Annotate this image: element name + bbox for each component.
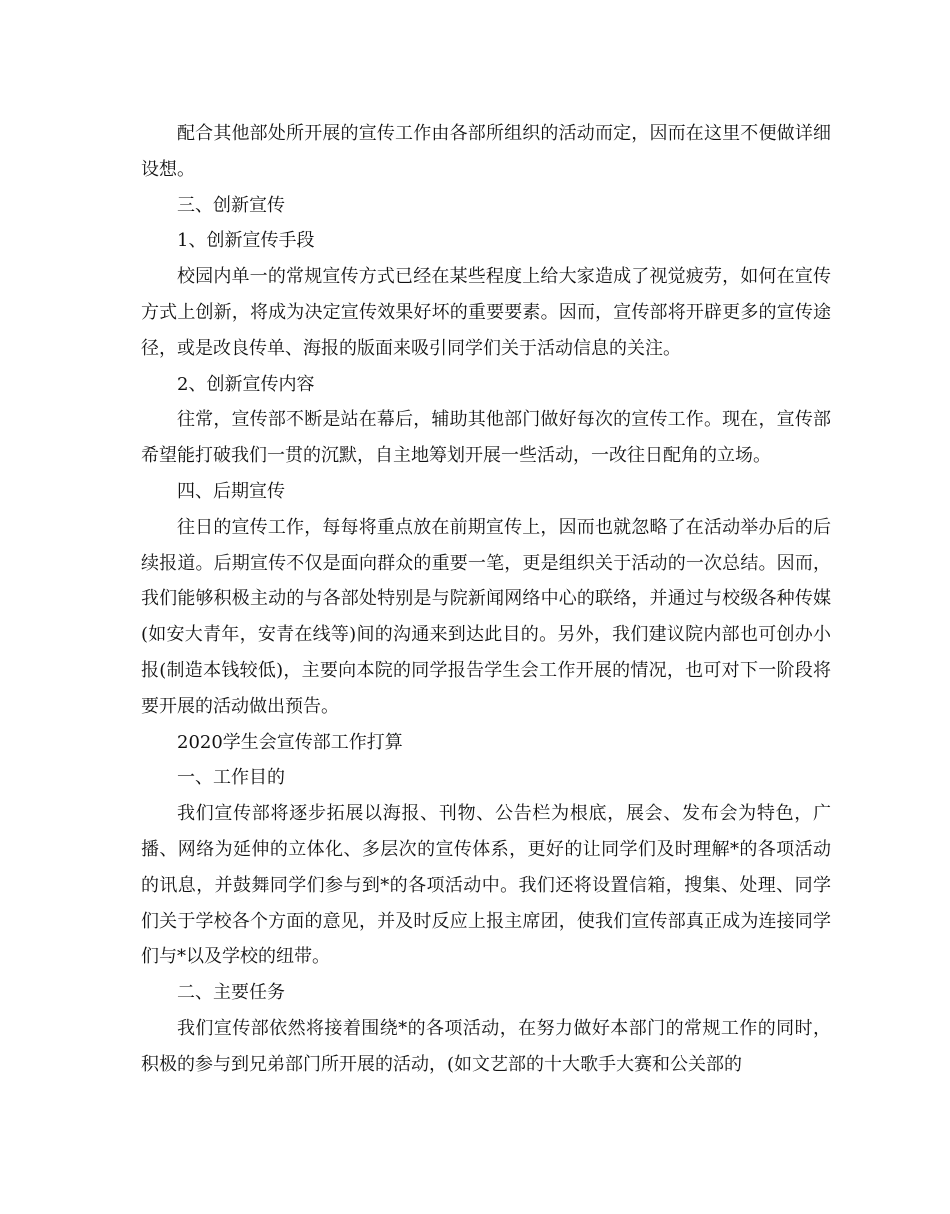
heading-follow-up-publicity: 四、后期宣传 [177,480,285,502]
paragraph-main-tasks: 我们宣传部依然将接着围绕*的各项活动，在努力做好本部门的常规工作的同时，积极的参与到兄弟部门所开展的活动，(如文艺部的十大歌手大赛和公关部的 [141,1017,831,1075]
heading-main-tasks: 二、主要任务 [177,982,285,1004]
paragraph-innovative-means: 校园内单一的常规宣传方式已经在某些程度上给大家造成了视觉疲劳，如何在宣传方式上创新，将成为决定宣传效果好坏的重要要素。因而，宣传部将开辟更多的宣传途径，或是改良传单、海报的版面来吸引同学们关于活动信息的关注。 [141,266,831,359]
heading-innovative-publicity: 三、创新宣传 [177,194,285,216]
subheading-innovative-content: 2、创新宣传内容 [177,373,315,395]
paragraph-publicity-coordination: 配合其他部处所开展的宣传工作由各部所组织的活动而定，因而在这里不便做详细设想。 [141,123,831,180]
heading-work-purpose: 一、工作目的 [177,767,285,789]
subheading-innovative-means: 1、创新宣传手段 [177,230,315,252]
paragraph-follow-up-publicity: 往日的宣传工作，每每将重点放在前期宣传上，因而也就忽略了在活动举办后的后续报道。后期宣传不仅是面向群众的重要一笔，更是组织关于活动的一次总结。因而，我们能够积极主动的与各部处特别是与院新闻网络中心的联络，并通过与校级各种传媒(如安大青年，安青在线等)间的沟通来到达此目的。另外，我们建议院内部也可创办小报(制造本钱较低)，主要向本院的同学报告学生会工作开展的情况，也可对下一阶段将要开展的活动做出预告。 [141,516,831,717]
paragraph-innovative-content: 往常，宣传部不断是站在幕后，辅助其他部门做好每次的宣传工作。现在，宣传部希望能打破我们一贯的沉默，自主地筹划开展一些活动，一改往日配角的立场。 [141,409,831,467]
section-title-work-plan: 2020学生会宣传部工作打算 [177,731,403,753]
document-body [141,116,831,1083]
paragraph-work-purpose: 我们宣传部将逐步拓展以海报、刊物、公告栏为根底，展会、发布会为特色，广播、网络为延伸的立体化、多层次的宣传体系，更好的让同学们及时理解*的各项活动的讯息，并鼓舞同学们参与到*的各项活动中。我们还将设置信箱，搜集、处理、同学们关于学校各个方面的意见，并及时反应上报主席团，使我们宣传部真正成为连接同学们与*以及学校的纽带。 [141,803,831,968]
